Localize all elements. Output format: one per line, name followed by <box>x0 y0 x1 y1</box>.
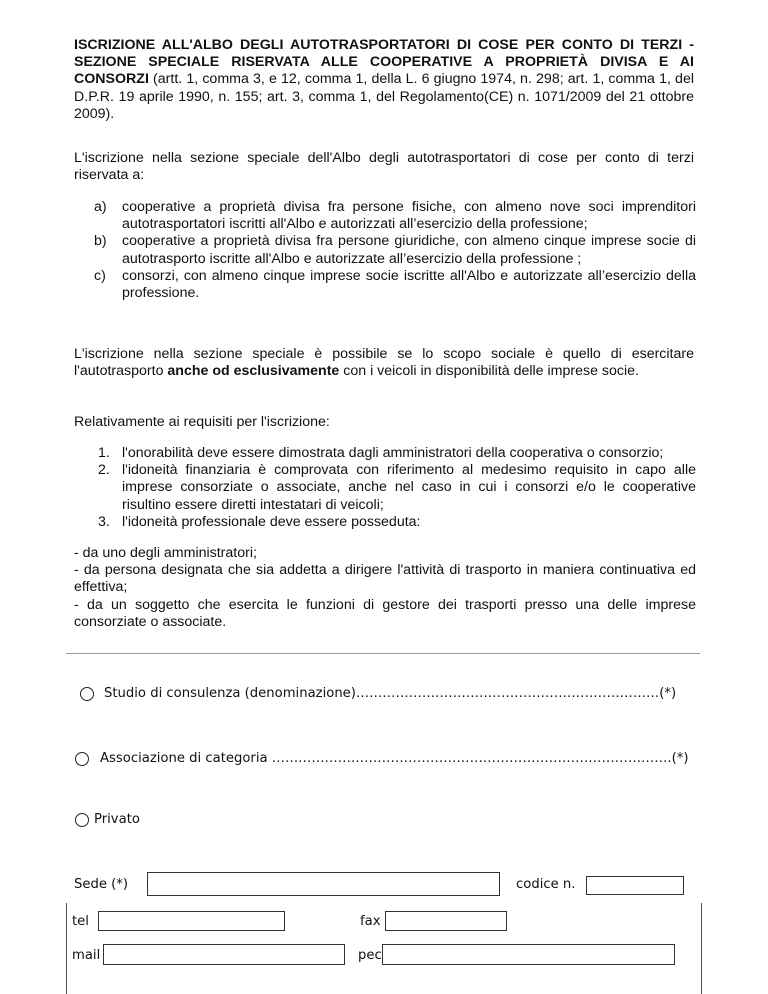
radio-button[interactable] <box>75 813 89 827</box>
list-item-text: l'idoneità finanziaria è comprovata con riferimento al medesimo requisito in capo alle imprese consorziate o associate, anche nel caso in cui i consorzi e/o le cooperative risultino essere diretti intestatari di veicoli; <box>122 462 696 513</box>
scope-text-end: con i veicoli in disponibilità delle imprese socie. <box>339 363 639 380</box>
radio-button[interactable] <box>75 752 89 766</box>
list-marker: a) <box>94 199 107 215</box>
document-title <box>74 37 694 123</box>
list-item-text: cooperative a proprietà divisa fra persone fisiche, con almeno nove soci imprenditori autotrasportatori iscritti all'Albo e autorizzati all’esercizio della professione; <box>122 199 696 233</box>
sede-label: Sede (*) <box>74 877 129 892</box>
list-item-text: l'onorabilità deve essere dimostrata dagli amministratori della cooperativa o consorzio; <box>122 445 664 461</box>
list-item <box>74 445 696 462</box>
pec-field[interactable] <box>382 944 675 965</box>
list-item <box>74 233 696 267</box>
list-item <box>74 199 696 233</box>
intro-paragraph: L'iscrizione nella sezione speciale dell'Albo degli autotrasportatori di cose per conto di terzi riservata a: <box>74 150 694 184</box>
scope-emphasis: anche od esclusivamente <box>167 363 340 380</box>
codice-label: codice n. <box>516 877 576 892</box>
option-label: Privato <box>94 812 140 827</box>
title-legal-references: (artt. 1, comma 3, e 12, comma 1, della L. 6 giugno 1974, n. 298; art. 1, comma 1, del D.P.R. 19 aprile 1990, n. 155; art. 3, comma 1, del Regolamento(CE) n. 1071/2009 del 21 ottobre 2009). <box>74 71 694 122</box>
scope-text-start: L'iscrizione nella sezione speciale è possibile se lo scopo sociale è quello di esercitare l'autotrasporto <box>74 346 694 380</box>
professional-option: - da uno degli amministratori; <box>74 545 257 561</box>
list-item-text: l'idoneità professionale deve essere posseduta: <box>122 513 421 530</box>
fax-label: fax <box>360 914 381 929</box>
professional-options <box>74 545 696 631</box>
list-item <box>74 462 696 514</box>
mail-label: mail <box>72 948 101 963</box>
list-item-text: consorzi, con almeno cinque imprese socie iscritte all'Albo e autorizzate all’esercizio della professione. <box>122 267 696 302</box>
list-marker: 2. <box>98 462 110 479</box>
codice-field[interactable] <box>586 876 684 895</box>
option-private[interactable] <box>75 812 140 827</box>
categories-list <box>74 199 696 302</box>
scope-paragraph <box>74 346 694 380</box>
requirements-intro: Relativamente ai requisiti per l'iscrizione: <box>74 414 330 430</box>
tel-label: tel <box>72 914 89 929</box>
option-consultancy[interactable] <box>80 686 676 701</box>
title-heading: ISCRIZIONE ALL'ALBO DEGLI AUTOTRASPORTATORI DI COSE PER CONTO DI TERZI - SEZIONE SPECIALE RISERVATA ALLE COOPERATIVE A PROPRIETÀ DIVISA E AI CONSORZI <box>74 37 694 88</box>
mail-field[interactable] <box>103 944 345 965</box>
list-item <box>74 268 696 302</box>
professional-option: - da persona designata che sia addetta a dirigere l'attività di trasporto in maniera continuativa ed effettiva; <box>74 562 696 596</box>
option-label: Associazione di categoria ……………………………………………………………………………….(*) <box>100 751 689 766</box>
sede-field[interactable] <box>147 872 500 896</box>
section-divider <box>66 653 700 654</box>
list-marker: c) <box>94 267 106 284</box>
list-marker: b) <box>94 233 107 250</box>
radio-button[interactable] <box>80 687 94 701</box>
pec-label: pec <box>358 948 382 963</box>
fax-field[interactable] <box>385 911 507 931</box>
option-label: Studio di consulenza (denominazione)……………………………………………………………(*) <box>104 686 677 701</box>
requirements-list <box>74 445 696 531</box>
list-marker: 1. <box>98 445 110 461</box>
tel-field[interactable] <box>98 911 285 931</box>
professional-option: - da un soggetto che esercita le funzioni di gestore dei trasporti presso una delle imprese consorziate o associate. <box>74 596 696 630</box>
option-association[interactable] <box>75 751 689 766</box>
list-item <box>74 514 696 531</box>
list-item-text: cooperative a proprietà divisa fra persone giuridiche, con almeno cinque imprese socie di autotrasporto iscritte all'Albo e autorizzate all’esercizio della professione ; <box>122 233 696 267</box>
list-marker: 3. <box>98 513 110 530</box>
